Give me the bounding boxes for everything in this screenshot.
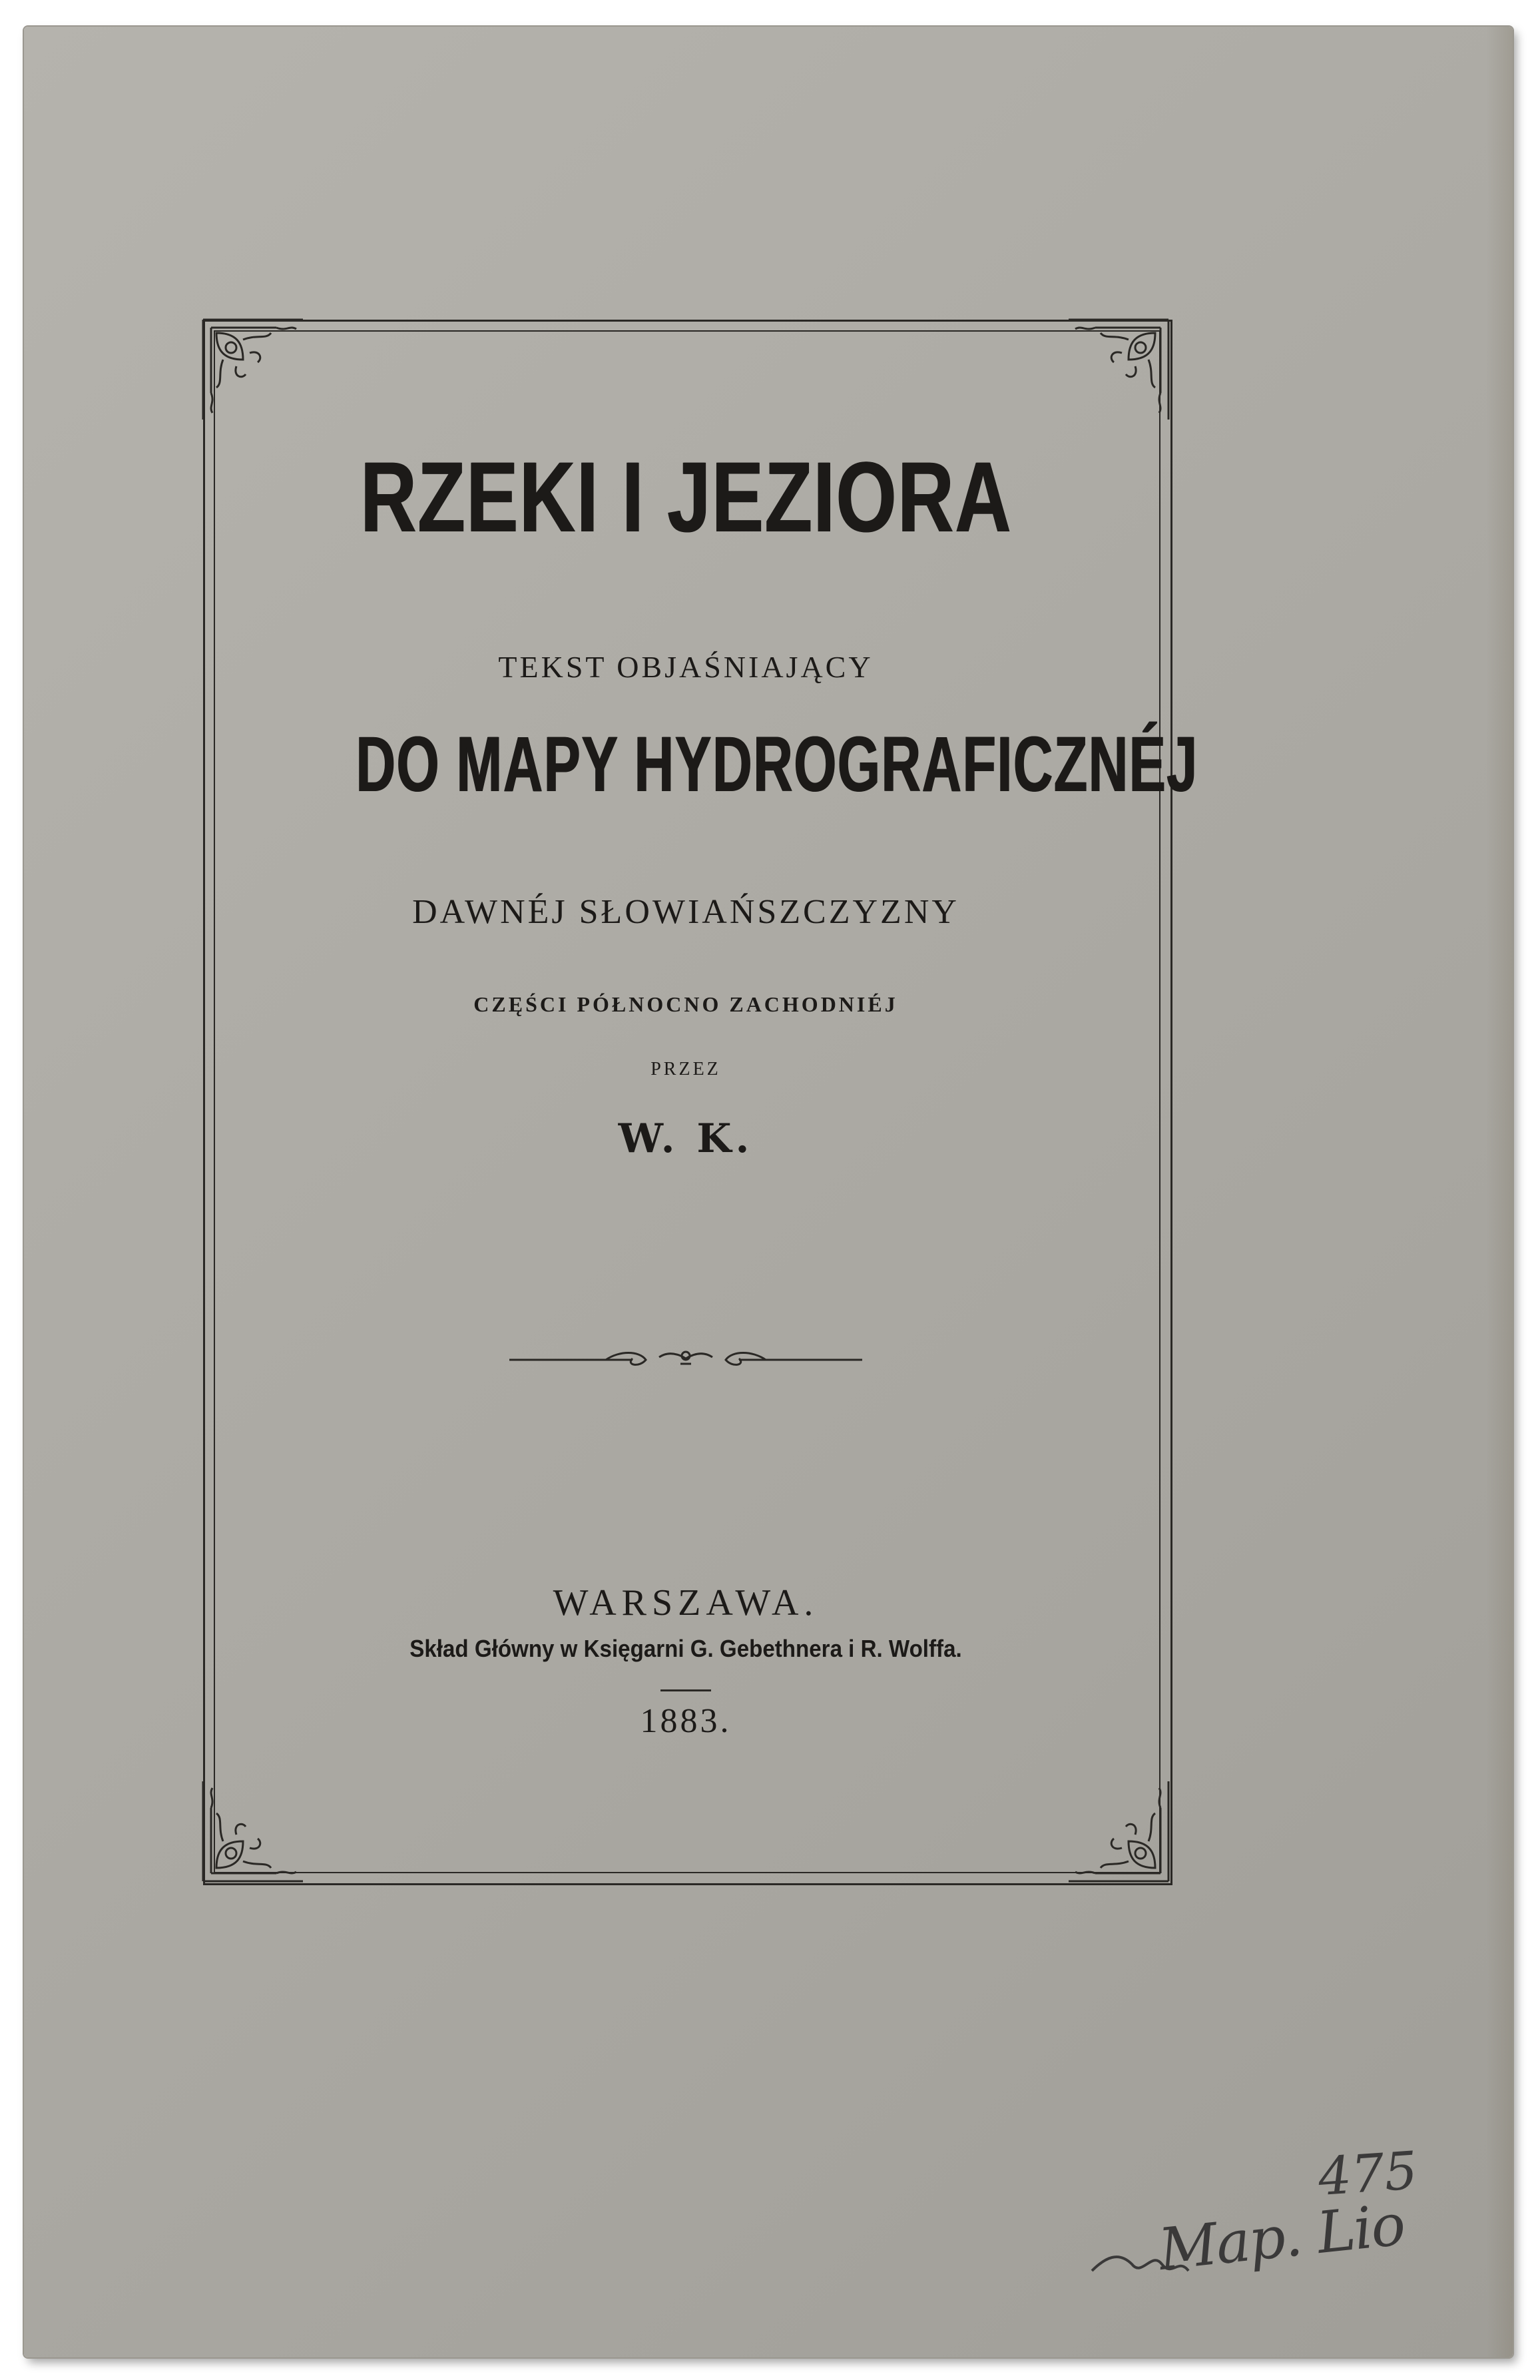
corner-ornament-bottom-left [196,1775,310,1888]
subtitle-slavic-region: DAWNÉJ SŁOWIAŃSZCZYZNY [412,893,959,931]
short-rule [660,1689,711,1691]
divider-ornament [506,1339,866,1378]
corner-ornament-bottom-right [1062,1775,1175,1888]
cover-edge [1486,27,1513,2357]
corner-ornament-top-left [196,313,310,426]
corner-ornament-top-right [1062,313,1175,426]
publication-city: WARSZAWA. [553,1582,819,1624]
title-line-two: DO MAPY HYDROGRAFICZNÉJ [355,721,1198,808]
author-initials: W. K. [618,1115,754,1162]
main-title: RZEKI I JEZIORA [360,441,1012,553]
publisher-line: Skład Główny w Księgarni G. Gebethnera i R. Wolffa. [409,1635,962,1662]
subtitle-northwest-part: CZĘŚCI PÓŁNOCNO ZACHODNIÉJ [473,992,898,1016]
by-label: PRZEZ [650,1059,721,1079]
handwritten-text: Map. Lio [1155,2191,1408,2284]
subtitle-explanatory-text: TEKST OBJAŚNIAJĄCY [498,650,874,684]
publication-year: 1883. [640,1702,732,1740]
handwritten-number: 475 [1316,2140,1419,2208]
